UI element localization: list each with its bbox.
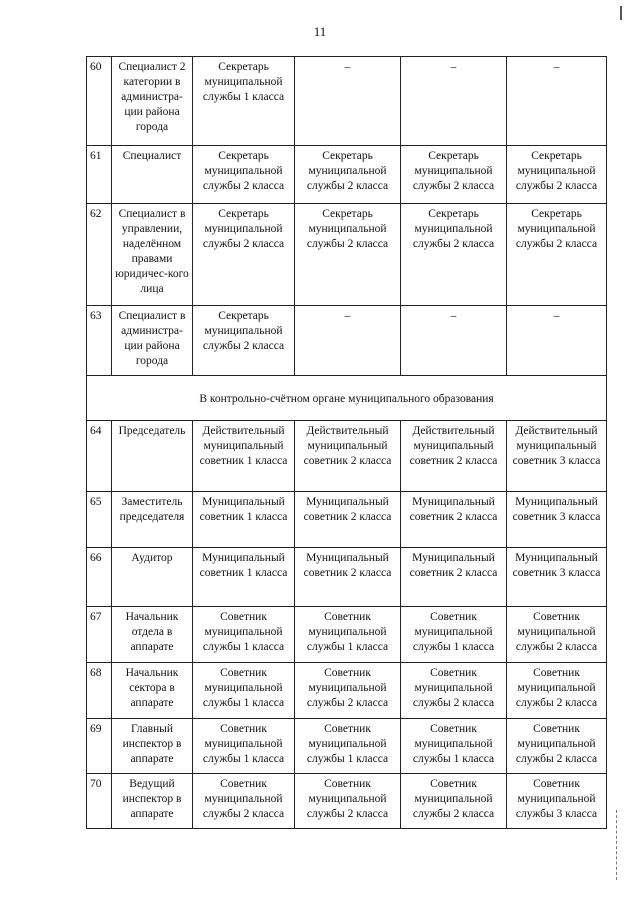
grade-cell: Муниципальный советник 3 класса [507, 492, 607, 548]
section-row [87, 376, 607, 421]
grade-cell: Муниципальный советник 1 класса [193, 492, 295, 548]
row-number: 61 [87, 146, 112, 204]
table-row [87, 607, 607, 663]
position-cell: Специалист [112, 146, 193, 204]
grade-cell: Секретарь муниципальной службы 2 класса [193, 306, 295, 376]
row-number: 66 [87, 548, 112, 607]
grade-cell: Советник муниципальной службы 2 класса [401, 663, 507, 719]
grade-cell: Советник муниципальной службы 2 класса [401, 774, 507, 829]
grade-cell: Советник муниципальной службы 1 класса [193, 663, 295, 719]
table-row [87, 492, 607, 548]
table-row [87, 421, 607, 492]
row-number: 62 [87, 204, 112, 306]
row-number: 65 [87, 492, 112, 548]
row-number: 67 [87, 607, 112, 663]
row-number: 63 [87, 306, 112, 376]
grade-cell: Действительный муниципальный советник 3 класса [507, 421, 607, 492]
grade-cell: – [295, 306, 401, 376]
grade-cell: Секретарь муниципальной службы 2 класса [507, 146, 607, 204]
grade-cell: Муниципальный советник 2 класса [401, 492, 507, 548]
grade-cell: Советник муниципальной службы 2 класса [507, 719, 607, 774]
grade-cell: Советник муниципальной службы 1 класса [401, 607, 507, 663]
grade-cell: Секретарь муниципальной службы 2 класса [401, 204, 507, 306]
grade-cell: Секретарь муниципальной службы 2 класса [193, 146, 295, 204]
grade-cell: Советник муниципальной службы 2 класса [193, 774, 295, 829]
grade-cell: Муниципальный советник 1 класса [193, 548, 295, 607]
section-heading: В контрольно-счётном органе муниципального образования [87, 376, 607, 421]
grade-cell: – [401, 57, 507, 146]
grade-cell: Муниципальный советник 2 класса [295, 492, 401, 548]
grade-cell: Действительный муниципальный советник 2 класса [295, 421, 401, 492]
position-cell: Начальник отдела в аппарате [112, 607, 193, 663]
table-row [87, 719, 607, 774]
table-row [87, 663, 607, 719]
grade-cell: Советник муниципальной службы 1 класса [401, 719, 507, 774]
position-cell: Начальник сектора в аппарате [112, 663, 193, 719]
grade-cell: Секретарь муниципальной службы 2 класса [507, 204, 607, 306]
grade-cell: – [507, 306, 607, 376]
grade-cell: Секретарь муниципальной службы 2 класса [295, 204, 401, 306]
row-number: 60 [87, 57, 112, 146]
position-cell: Специалист в управлении, наделённом правами юридичес-кого лица [112, 204, 193, 306]
grade-cell: Секретарь муниципальной службы 2 класса [295, 146, 401, 204]
grade-cell: Советник муниципальной службы 2 класса [507, 607, 607, 663]
page-number: 11 [313, 24, 327, 39]
table-row [87, 146, 607, 204]
grade-cell: Действительный муниципальный советник 2 класса [401, 421, 507, 492]
position-cell: Специалист 2 категории в администра-ции района города [112, 57, 193, 146]
grade-cell: Советник муниципальной службы 2 класса [295, 774, 401, 829]
grade-cell: Муниципальный советник 2 класса [401, 548, 507, 607]
scan-mark [616, 810, 618, 880]
table-row [87, 548, 607, 607]
table-row [87, 774, 607, 829]
position-cell: Специалист в администра-ции района города [112, 306, 193, 376]
table-row [87, 57, 607, 146]
grade-cell: Муниципальный советник 3 класса [507, 548, 607, 607]
grade-cell: Секретарь муниципальной службы 2 класса [401, 146, 507, 204]
grade-cell: Советник муниципальной службы 1 класса [193, 607, 295, 663]
position-cell: Председатель [112, 421, 193, 492]
grade-cell: Муниципальный советник 2 класса [295, 548, 401, 607]
grade-cell: Действительный муниципальный советник 1 класса [193, 421, 295, 492]
position-cell: Главный инспектор в аппарате [112, 719, 193, 774]
grade-cell: – [507, 57, 607, 146]
grade-table [86, 56, 607, 829]
position-cell: Аудитор [112, 548, 193, 607]
row-number: 69 [87, 719, 112, 774]
grade-cell: Советник муниципальной службы 1 класса [193, 719, 295, 774]
grade-cell: – [401, 306, 507, 376]
grade-cell: Советник муниципальной службы 2 класса [295, 663, 401, 719]
grade-cell: Советник муниципальной службы 1 класса [295, 607, 401, 663]
grade-cell: Секретарь муниципальной службы 1 класса [193, 57, 295, 146]
table-row [87, 204, 607, 306]
scan-mark [620, 6, 622, 20]
grade-cell: Советник муниципальной службы 2 класса [507, 663, 607, 719]
grade-cell: Советник муниципальной службы 1 класса [295, 719, 401, 774]
position-cell: Заместитель председателя [112, 492, 193, 548]
position-cell: Ведущий инспектор в аппарате [112, 774, 193, 829]
table-row [87, 306, 607, 376]
row-number: 70 [87, 774, 112, 829]
grade-cell: – [295, 57, 401, 146]
grade-cell: Советник муниципальной службы 3 класса [507, 774, 607, 829]
grade-cell: Секретарь муниципальной службы 2 класса [193, 204, 295, 306]
row-number: 64 [87, 421, 112, 492]
row-number: 68 [87, 663, 112, 719]
